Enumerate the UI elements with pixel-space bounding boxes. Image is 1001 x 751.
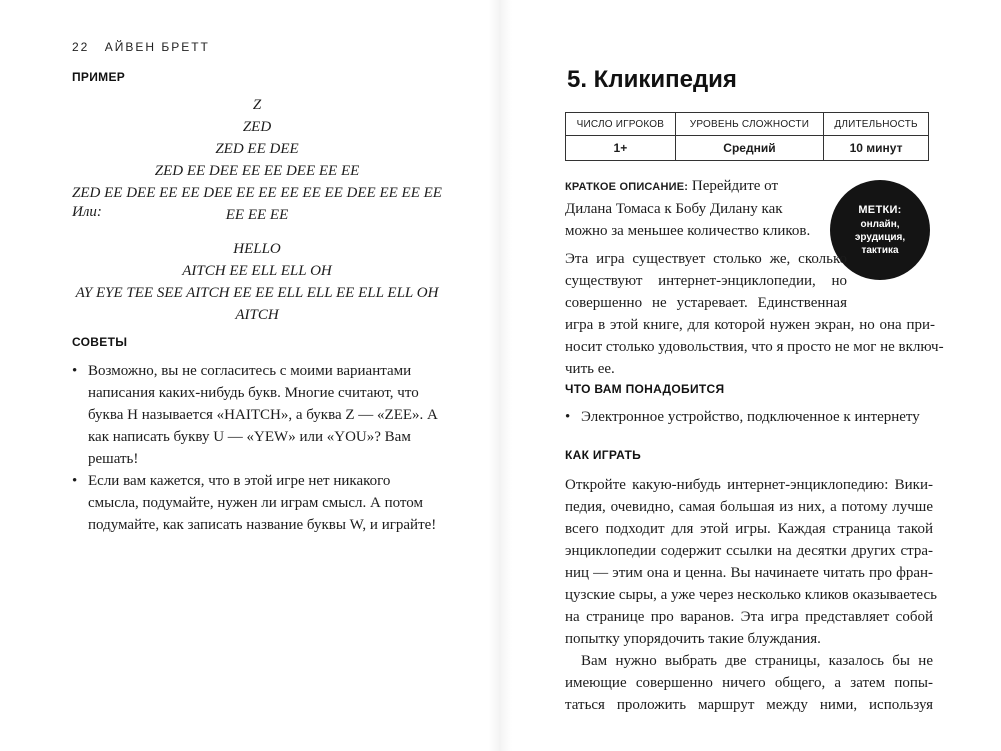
short-description <box>565 175 815 242</box>
list-item: • Если вам кажется, что в этой игре нет никакого смысла, подумайте, нужен ли играм смысл. А потом подумайте, как записать название буквы W, и играйте! <box>72 470 444 536</box>
short-description-label: КРАТКОЕ ОПИСАНИЕ: <box>565 181 689 193</box>
example-heading: ПРИМЕР <box>72 70 126 84</box>
needs-list <box>565 406 935 428</box>
example-line: Z <box>252 97 262 113</box>
specs-value-row <box>566 136 929 161</box>
specs-header-players: ЧИСЛО ИГРОКОВ <box>566 113 676 136</box>
example2-line: HELLO <box>233 241 281 257</box>
intro-paragraph-narrow <box>565 248 847 314</box>
intro-line: существуют интернет-энциклопедии, но <box>565 273 847 289</box>
page-number: 22 <box>72 40 90 54</box>
howto-paragraph-1 <box>565 474 937 650</box>
example-line: ZED EE DEE <box>215 141 299 157</box>
specs-value-difficulty: Средний <box>675 136 823 161</box>
example2-line: AITCH <box>235 307 279 323</box>
intro-line: носит столько удовольствия, что я просто не мог не включ- <box>565 339 944 355</box>
howto-line: Откройте какую-нибудь интернет-энциклопедию: Вики- <box>565 477 933 493</box>
howto-heading: КАК ИГРАТЬ <box>565 448 642 462</box>
intro-line: чить ее. <box>565 361 615 377</box>
example-line: ZED EE DEE EE EE DEE EE EE <box>154 163 360 179</box>
short-description-text: Перейдите от Дилана Томаса к Бобу Дилану как можно за меньшее количество кликов. <box>565 178 811 239</box>
left-page <box>0 0 500 751</box>
howto-line: энциклопедии содержит ссылки на десятки других стра- <box>565 543 933 559</box>
intro-line: игра в этой книге, для которой нужен экран, но она при- <box>565 317 935 333</box>
tips-heading: СОВЕТЫ <box>72 335 128 349</box>
tag-item: эрудиция, <box>854 231 906 243</box>
tag-item: онлайн, <box>860 218 900 230</box>
example-hello-block <box>72 238 442 326</box>
howto-paragraph-2 <box>565 650 933 716</box>
or-label: Или: <box>72 204 102 220</box>
example-line: EE EE EE <box>225 207 289 223</box>
example2-line: AITCH EE ELL ELL OH <box>182 263 332 279</box>
howto-line: всего подходит для этой игры. Каждая страница такой <box>565 521 933 537</box>
list-item: • Возможно, вы не согласитесь с моими вариантами написания каких-нибудь букв. Многие считают, что буква H называется «HAITCH», а буква Z — «ZEE». А как написать букву U — «YEW» или «YOU»? Вам решать! <box>72 360 444 470</box>
specs-value-players: 1+ <box>566 136 676 161</box>
howto-line: ниц — этим она и ценна. Вы начинаете читать про фран- <box>565 565 933 581</box>
specs-value-duration: 10 минут <box>824 136 929 161</box>
author-name: АЙВЕН БРЕТТ <box>104 40 210 54</box>
howto-line: цузские сыры, а уже через несколько кликов оказываетесь <box>565 587 937 603</box>
howto2-line: Вам нужно выбрать две страницы, казалось бы не <box>581 653 933 669</box>
example-line: ZED <box>242 119 272 135</box>
howto2-line: имеющие совершенно ничего общего, а затем попы- <box>565 675 933 691</box>
howto-line: попытку упорядочить такие блуждания. <box>565 631 821 647</box>
example-alphabet-block <box>72 94 442 226</box>
specs-header-difficulty: УРОВЕНЬ СЛОЖНОСТИ <box>675 113 823 136</box>
intro-line: Эта игра существует столько же, сколько <box>565 251 847 267</box>
game-specs-table <box>565 112 929 161</box>
example-line: ZED EE DEE EE EE DEE EE EE EE EE EE DEE EE EE EE <box>72 185 442 201</box>
specs-header-duration: ДЛИТЕЛЬНОСТЬ <box>824 113 929 136</box>
example2-line: AY EYE TEE SEE AITCH EE EE ELL ELL EE ELL ELL OH <box>75 285 439 301</box>
intro-line: совершенно не устаревает. Единственная <box>565 295 847 311</box>
list-item: • Электронное устройство, подключенное к интернету <box>565 406 935 428</box>
howto-line: на странице про варанов. Эта игра представляет собой <box>565 609 933 625</box>
tag-item: тактика <box>861 244 899 256</box>
specs-header-row <box>566 113 929 136</box>
right-page <box>500 0 1001 751</box>
howto-line: педия, очевидно, самая большая из них, а потому лучше <box>565 499 933 515</box>
tags-title: МЕТКИ: <box>858 203 902 216</box>
needs-heading: ЧТО ВАМ ПОНАДОБИТСЯ <box>565 382 725 396</box>
tips-list <box>72 360 444 536</box>
intro-paragraph-wide <box>565 314 944 380</box>
running-head <box>72 40 210 54</box>
howto2-line: таться проложить маршрут между ними, используя <box>565 697 933 713</box>
chapter-title: 5. Кликипедия <box>567 66 737 93</box>
